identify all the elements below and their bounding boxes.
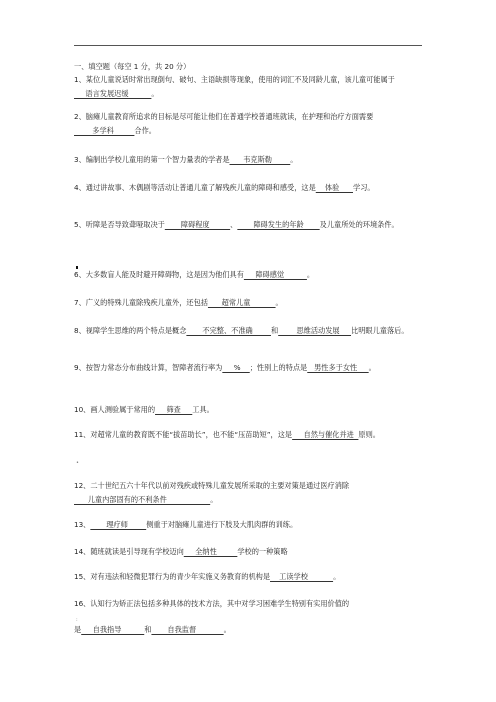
answer-8a: 不完整、不准确 [186, 326, 271, 335]
answer-13: 理疗师 [90, 520, 147, 529]
answer-1: 语言发展迟缓 [74, 89, 152, 98]
answer-4: 体验 [315, 183, 353, 192]
question-8: 8、视障学生思维的两个特点是概念 不完整、不准确 和 思维活动发展 比明眼儿童落后。 [74, 326, 409, 335]
scan-dot: • [76, 460, 79, 466]
question-16-continued: 是 自我指导 和 自我监督 。 [74, 625, 231, 634]
question-3: 3、编制出学校儿童用的第一个智力量表的学者是 韦克斯勒 。 [74, 155, 298, 164]
question-16: 16、认知行为矫正法包括多种具体的技术方法，其中对学习困难学生特别有实用价值的 [74, 599, 350, 608]
question-11: 11、对超常儿童的教育既不能“拔苗助长”，也不能“压苗助短”，这是 自然与催化并进 原则。 [74, 430, 380, 439]
question-1: 1、某位儿童说话时常出现倒句、破句、主语缺损等现象，使用的词汇不及同龄儿童，该儿童可能属于 语言发展迟缓 。 [74, 75, 395, 98]
answer-8b: 思维活动发展 [278, 326, 352, 335]
question-12: 12、二十世纪五六十年代以前对残疾或特殊儿童发展所采取的主要对策是通过医疗消除 儿童内部固有的不利条件 。 [74, 481, 350, 504]
section-title: 一、填空题（每空 1 分，共 20 分） [74, 62, 191, 71]
question-7: 7、广义的特殊儿童除残疾儿童外，还包括 超常儿童 。 [74, 298, 283, 307]
question-15: 15、对有违法和轻微犯罪行为的青少年实施义务教育的机构是 工读学校 。 [74, 572, 341, 581]
question-5: 5、听障是否导致聋哑取决于 障碍程度 、 障碍发生的年龄 及儿童所处的环境条件。 [74, 220, 399, 229]
question-14: 14、随班就读是引导现有学校迈向 全纳性 学校的一种策略 [74, 547, 288, 556]
answer-5b: 障碍发生的年龄 [237, 220, 320, 229]
question-13: 13、 理疗师 侧重于对脑瘫儿童进行下肢及大肌肉群的训练。 [74, 520, 298, 529]
question-9: 9、按智力常态分布曲线计算，智障者流行率为 % ；性别上的特点是 男性多于女性 。 [74, 363, 376, 372]
answer-11: 自然与催化并进 [292, 430, 359, 439]
header-rule [74, 45, 422, 46]
answer-6: 障碍感觉 [243, 270, 307, 279]
question-10: 10、画人测验属于常用的 筛查 工具。 [74, 405, 214, 414]
answer-12: 儿童内部固有的不利条件 [74, 495, 211, 504]
question-6: 6、大多数盲人能及时避开障碍物，这是因为他们具有 障碍感觉 。 [74, 270, 315, 279]
answer-10: 筛查 [155, 405, 193, 414]
answer-2: 多学科 [74, 126, 135, 135]
answer-16b: 自我监督 [151, 625, 224, 634]
answer-9a: % [222, 363, 250, 372]
question-4: 4、通过讲故事、木偶剧等活动让普通儿童了解残疾儿童的障碍和感受，这是 体验 学习。 [74, 183, 375, 192]
scan-dot: : [76, 617, 78, 623]
answer-7: 超常儿童 [207, 298, 276, 307]
answer-5a: 障碍程度 [164, 220, 231, 229]
answer-3: 韦克斯勒 [229, 155, 291, 164]
answer-9b: 男性多于女性 [307, 363, 369, 372]
answer-15: 工读学校 [270, 572, 334, 581]
answer-14: 全纳性 [183, 547, 238, 556]
question-2: 2、脑瘫儿童教育所追求的目标是尽可能让他们在普通学校普通班就读，在护理和治疗方面需要 多学科 合作。 [74, 112, 374, 135]
answer-16a: 自我指导 [81, 625, 145, 634]
